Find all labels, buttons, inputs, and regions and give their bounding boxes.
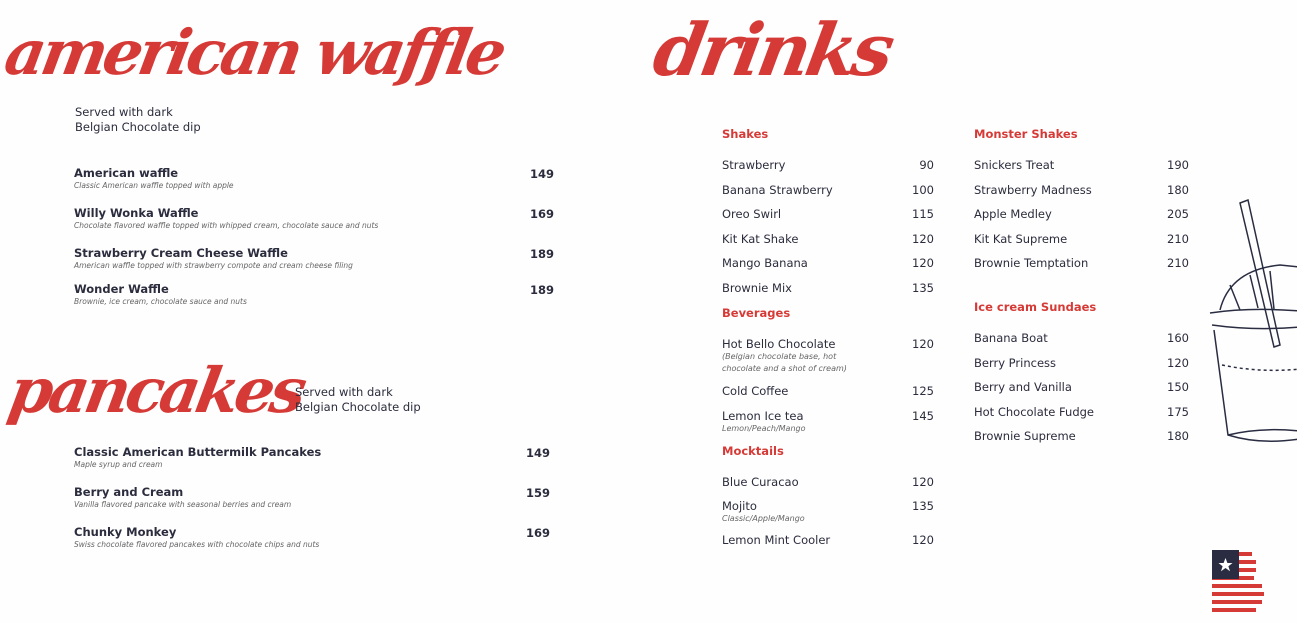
drink-item [722, 233, 934, 246]
drink-name: Mango Banana [722, 256, 808, 270]
drink-item [974, 406, 1189, 419]
drink-item [722, 338, 934, 375]
drink-price: 175 [1167, 404, 1189, 419]
item-name: Wonder Waffle [74, 282, 169, 296]
drink-item [974, 357, 1189, 370]
drink-description: Classic/Apple/Mango [722, 514, 805, 523]
item-price: 169 [529, 207, 554, 221]
waffle-subtitle [75, 105, 201, 135]
item-description: Swiss chocolate flavored pancakes with chocolate chips and nuts [74, 540, 320, 549]
section-heading: Mocktails [722, 443, 784, 458]
drink-name: Lemon Ice tea [722, 408, 804, 423]
item-description: Maple syrup and cream [74, 460, 163, 469]
drinks-title: drinks [647, 7, 897, 92]
item-name: Strawberry Cream Cheese Waffle [74, 246, 288, 260]
item-name: Chunky Monkey [74, 525, 177, 539]
waffle-title: american waffle [0, 16, 509, 89]
drink-item [722, 282, 934, 295]
drink-name: Cold Coffee [722, 384, 789, 398]
item-price: 149 [529, 167, 554, 181]
item-description: Chocolate flavored waffle topped with whipped cream, chocolate sauce and nuts [74, 221, 379, 230]
drink-price: 190 [1167, 158, 1189, 172]
drink-name: Banana Boat [974, 331, 1048, 345]
drink-item [974, 184, 1189, 197]
drink-price: 120 [912, 474, 934, 489]
drinks-right-column [974, 127, 1189, 455]
drink-price: 120 [1167, 355, 1189, 370]
drink-name: Blue Curacao [722, 474, 799, 489]
drink-name: Brownie Temptation [974, 256, 1089, 270]
section-heading: Shakes [722, 127, 769, 141]
drink-item [722, 385, 934, 398]
drinks-section [974, 300, 1189, 443]
drink-price: 210 [1167, 256, 1189, 270]
section-heading: Beverages [722, 306, 791, 320]
drink-price: 120 [912, 337, 934, 351]
item-price: 149 [525, 446, 550, 460]
drink-name: Hot Chocolate Fudge [974, 404, 1094, 419]
pancake-list [74, 446, 550, 550]
drink-item [722, 500, 934, 525]
drink-item [974, 233, 1189, 246]
drinks-left-column [722, 127, 934, 559]
drinks-section [722, 127, 934, 295]
drink-price: 150 [1167, 380, 1189, 394]
drink-price: 135 [912, 280, 934, 295]
drink-price: 100 [912, 182, 934, 197]
drink-name: Brownie Mix [722, 280, 792, 295]
drink-name: Berry Princess [974, 355, 1057, 370]
drink-description: (Belgian chocolate base, hot chocolate and a shot of cream) [722, 352, 847, 373]
pancakes-title: pancakes [3, 354, 309, 427]
item-price: 189 [529, 247, 554, 261]
drink-name: Kit Kat Shake [722, 231, 799, 246]
drink-item [722, 257, 934, 270]
item-price: 169 [525, 526, 550, 540]
drinks-section [722, 444, 934, 548]
subtitle-line: Served with dark [295, 385, 393, 399]
drink-name: Strawberry [722, 158, 786, 172]
drink-item [974, 257, 1189, 270]
item-description: Brownie, ice cream, chocolate sauce and nuts [74, 297, 247, 306]
drink-price: 180 [1167, 429, 1189, 443]
drink-name: Berry and Vanilla [974, 380, 1072, 394]
drink-price: 120 [912, 533, 934, 547]
drink-name: Kit Kat Supreme [974, 231, 1068, 246]
drink-name: Brownie Supreme [974, 429, 1076, 443]
subtitle-line: Belgian Chocolate dip [75, 120, 201, 134]
drink-item [722, 476, 934, 489]
item-description: Vanilla flavored pancake with seasonal berries and cream [74, 500, 292, 509]
drink-item [722, 159, 934, 172]
drink-price: 180 [1167, 182, 1189, 197]
drink-item [722, 208, 934, 221]
drink-item [722, 410, 934, 435]
menu-item [74, 283, 554, 307]
section-heading: Ice cream Sundaes [974, 300, 1097, 314]
menu-item [74, 526, 550, 550]
drink-item [974, 430, 1189, 443]
drink-name: Oreo Swirl [722, 207, 782, 221]
item-name: Willy Wonka Waffle [74, 206, 199, 220]
menu-item [74, 486, 550, 510]
item-price: 159 [525, 486, 550, 500]
drink-item [974, 332, 1189, 345]
drink-price: 115 [912, 207, 934, 221]
drink-name: Banana Strawberry [722, 182, 833, 197]
drink-price: 120 [912, 256, 934, 270]
drink-name: Mojito [722, 499, 757, 513]
flag-logo-icon [1212, 550, 1266, 614]
drink-item [722, 534, 934, 547]
drink-name: Hot Bello Chocolate [722, 337, 836, 351]
drink-price: 160 [1167, 331, 1189, 345]
drink-name: Strawberry Madness [974, 182, 1092, 197]
subtitle-line: Belgian Chocolate dip [295, 400, 421, 414]
drink-price: 135 [912, 499, 934, 513]
drink-item [974, 159, 1189, 172]
section-heading: Monster Shakes [974, 127, 1078, 141]
subtitle-line: Served with dark [75, 105, 173, 119]
item-name: American waffle [74, 166, 179, 180]
drink-price: 205 [1167, 207, 1189, 221]
menu-item [74, 446, 550, 470]
drink-price: 125 [912, 384, 934, 398]
item-description: Classic American waffle topped with apple [74, 181, 234, 190]
drink-description: Lemon/Peach/Mango [722, 423, 806, 433]
drinks-section [974, 127, 1189, 270]
drink-item [974, 208, 1189, 221]
drink-item [722, 184, 934, 197]
drinks-section [722, 306, 934, 435]
drink-price: 145 [912, 408, 934, 423]
item-price: 189 [529, 283, 554, 297]
item-description: American waffle topped with strawberry compote and cream cheese filing [74, 261, 353, 270]
drink-price: 210 [1167, 231, 1189, 246]
drink-name: Apple Medley [974, 207, 1052, 221]
menu-item [74, 207, 554, 231]
drink-name: Lemon Mint Cooler [722, 533, 831, 547]
menu-item [74, 247, 554, 271]
menu-item [74, 167, 554, 191]
milkshake-cup-illustration [1200, 195, 1297, 455]
pancakes-subtitle [295, 385, 421, 415]
waffle-list [74, 167, 554, 307]
item-name: Classic American Buttermilk Pancakes [74, 445, 322, 459]
drink-price: 120 [912, 231, 934, 246]
drink-price: 90 [919, 158, 934, 172]
drink-item [974, 381, 1189, 394]
item-name: Berry and Cream [74, 485, 184, 499]
drink-name: Snickers Treat [974, 158, 1055, 172]
